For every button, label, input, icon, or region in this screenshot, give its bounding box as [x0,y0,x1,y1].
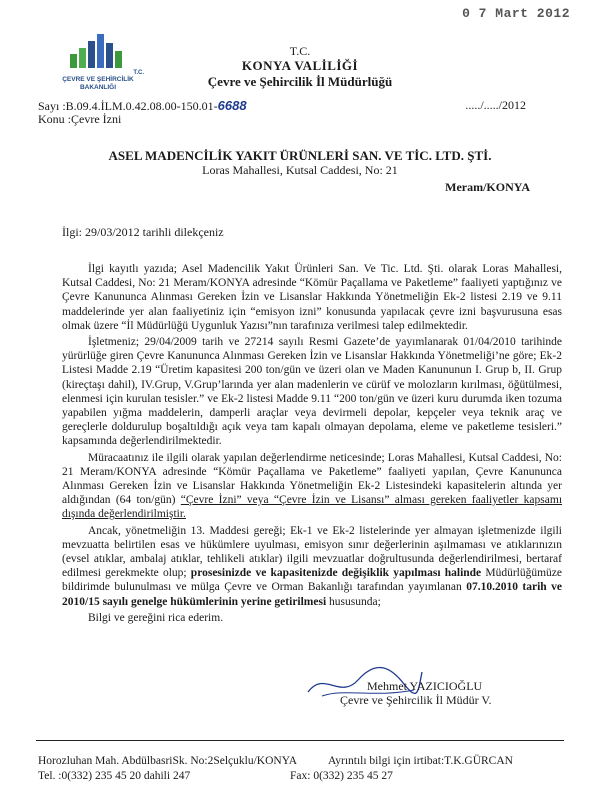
paragraph-4-bold-b: 07.10.2010 tarih ve 2010/15 sayılı genelge hükümlerinin yerine getirilmesi [62,581,562,608]
logo-line2: BAKANLIĞI [79,84,117,91]
footer-fax: Fax: 0(332) 235 45 27 [290,770,393,782]
header-directorate: Çevre ve Şehircilik İl Müdürlüğü [207,74,393,89]
footer-address: Horozluhan Mah. AbdülbasriSk. No:2Selçuklu/KONYA [38,755,298,767]
paragraph-1: İlgi kayıtlı yazıda; Asel Madencilik Yakıt Ürünleri San. Ve Tic. Ltd. Şti. olarak Loras Mahallesi, Kutsal Caddesi, No: 21 Meram/KONYA adresinde “Kömür Paçallama ve Paketleme” faaliyeti yaptığınız ve Çevre Kanununca Alınması Gereken İzin ve Lisanslar Hakkında Yönetmeliğin Ek-2 listesi 2.19 ve 9.11 maddelerinde yer alan faaliyetiniz için “emisyon izni” konusunda yapılacak çevre izni başvurusuna esas olmak üzere “İl Müdürlüğü Uygunluk Yazısı”nın tarafınıza verilmesi talep edilmektedir. [62,263,562,332]
handwritten-number: 6688 [217,98,247,113]
document-date: ...../...../2012 [465,98,526,112]
footer-contact: Ayrıntılı bilgi için irtibat:T.K.GÜRCAN [328,755,513,767]
paragraph-3-underlined: “Çevre İzni” veya “Çevre İzin ve Lisansı” alması gereken faaliyetler kapsamı dışında değerlendirilmiştir. [62,494,563,521]
paragraph-5: Bilgi ve gereğini rica ederim. [88,611,224,624]
logo-tc-label: T.C. [133,70,144,76]
letter-body [62,262,562,627]
document-number-label: Sayı :B.09.4.İLM.0.42.08.00-150.01- [38,99,218,113]
subject-line: Konu :Çevre İzni [38,112,122,126]
recipient-address: Loras Mahallesi, Kutsal Caddesi, No: 21 [202,163,398,177]
paragraph-3 [62,451,562,522]
reference-line: İlgi: 29/03/2012 tarihli dilekçeniz [62,225,224,239]
header-governorship: KONYA VALİLİĞİ [241,58,359,73]
paragraph-4 [62,524,562,609]
signatory-title: Çevre ve Şehircilik İl Müdür V. [340,693,492,707]
received-date-stamp: 0 7 Mart 2012 [462,6,570,21]
paragraph-3-text: Müracaatınız ile ilgili olarak yapılan değerlendirme neticesinde; Loras Mahallesi, Kutsal Caddesi, No: 21 Meram/KONYA adresinde “Kömür Paçallama ve Paketleme” faaliyeti yapılan, Çevre Kanununca Alınması Gereken İzin ve Lisanslar Hakkında Yönetmeliğin Ek-2 Listesindeki kapasitelerin altında yer aldığından (64 ton/gün) [62,451,562,507]
logo-line1: ÇEVRE VE ŞEHİRCİLİK [62,76,134,83]
header-tc: T.C. [289,44,311,58]
paragraph-4-text-c: hususunda; [326,595,381,608]
footer-tel: Tel. :0(332) 235 45 20 dahili 247 [38,770,191,782]
paragraph-2: İşletmeniz; 29/04/2009 tarih ve 27214 sayılı Resmi Gazete’de yayımlanarak 01/04/2010 tarihinde yürürlüğe giren Çevre Kanununca Alınması Gereken İzin ve Lisanslar Hakkında Yönetmeliği’ne göre; Ek-2 Listesi Madde 2.19 “Üretim kapasitesi 200 ton/gün ve üzeri olan ve Maden Kanununun I. Grup b, II. Grup (kireçtaşı dahil), IV.Grup, V.Grup’larında yer alan madenlerin ve cürüf ve molozların kırılması, öğütülmesi, elenmesi için kurulan tesisler.” ve Ek-2 listesi Madde 9.11 “200 ton/gün ve üzeri kuru durumda iken tozuma yapabilen yığma maddelerin, damperli araçlar veya devirmeli depolar, kepçeler veya teknik araç ve gereçlerle doldurulup boşaltıldığı açık veya tam kapalı olmayan depolama, eleme ve paketleme tesisleri.” kapsamında değerlendirilmektedir. [62,336,562,448]
footer-divider [36,740,564,741]
paragraph-4-bold-a: prosesinizde ve kapasitenizde değişiklik yapılması halinde [190,567,482,580]
recipient-name: ASEL MADENCİLİK YAKIT ÜRÜNLERİ SAN. VE TİC. LTD. ŞTİ. [108,148,492,163]
recipient-city: Meram/KONYA [445,180,530,194]
paragraph-4-text-a: Ancak, yönetmeliğin 13. Maddesi gereği; Ek-1 ve Ek-2 listelerinde yer almayan işletmenizde ilgili mevzuatta belirtilen esas ve hükümlere uyulması, emisyon sınır değerlerinin aşılmaması ve atıklarınızın (evsel atıklar, ambalaj atıklar, tehlikeli atıklar) ilgili mevzuatlar doğrultusunda değerlendirilmesi, bertaraf edilmesi gerekmekte olup; [62,524,562,580]
signatory-name: Mehmet YAZICIOĞLU [367,679,483,693]
paragraph-4-text-b: Müdürlüğümüze bildirimde bulunulması ve mülga Çevre ve Orman Bakanlığı tarafından yayımlanan [62,567,562,594]
